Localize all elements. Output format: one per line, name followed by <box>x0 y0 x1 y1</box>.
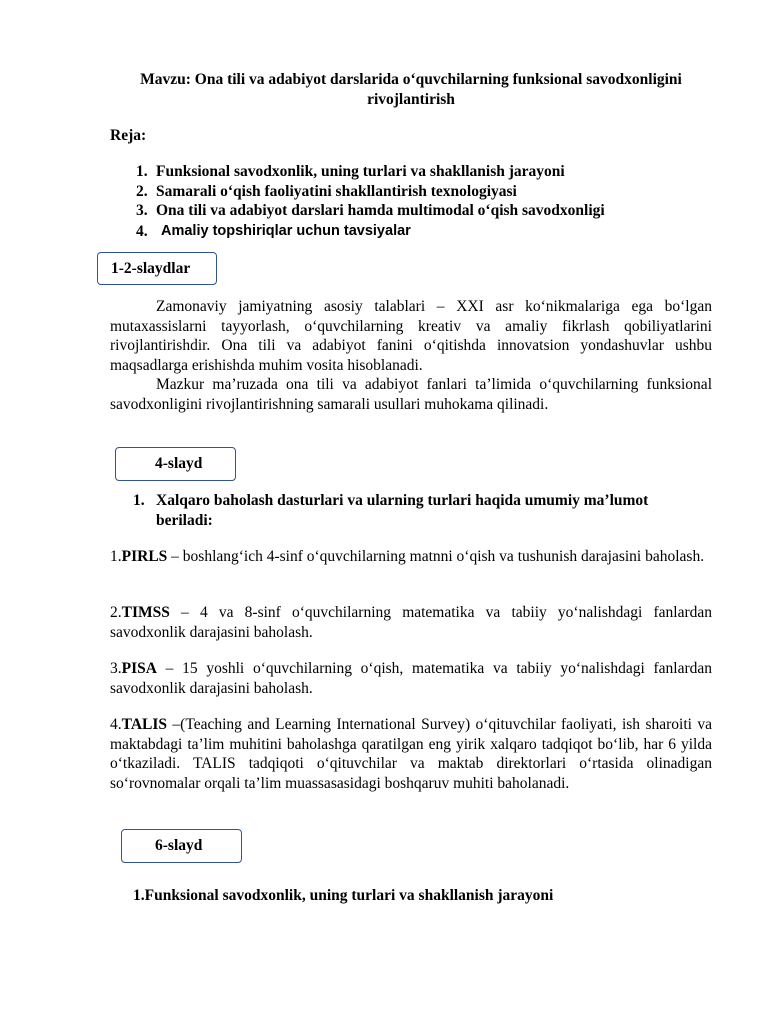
program-number: 1. <box>110 548 122 565</box>
program-item <box>110 547 712 567</box>
plan-item <box>110 182 712 202</box>
plan-item-number: 1. <box>136 163 148 180</box>
program-name: PISA <box>121 660 157 677</box>
slide-label: 1-2-slaydlar <box>111 259 191 277</box>
section-heading <box>133 491 673 530</box>
program-name: PIRLS <box>121 548 168 565</box>
intro-paragraph: Zamonaviy jamiyatning asosiy talablari – XXI asr ko‘nikmalariga ega bo‘lgan mutaxassislarni tayyorlash, o‘quvchilarning kreativ va amaliy fikrlash qobiliyatlarini rivojlantirishdir. Ona tili va adabiyot fanini o‘qitishda innovatsion yondashuvlar ushbu maqsadlarga erishishda muhim vosita hisoblanadi. <box>110 298 712 374</box>
plan-item-text: Samarali o‘qish faoliyatini shakllantirish texnologiyasi <box>156 182 517 200</box>
plan-item-number: 3. <box>136 202 148 219</box>
program-description: – 4 va 8-sinf o‘quvchilarning matematika va tabiiy yo‘nalishdagi fanlardan savodxonlik darajasini baholash. <box>110 604 712 641</box>
intro-paragraph: Mazkur ma’ruzada ona tili va adabiyot fanlari ta’limida o‘quvchilarning funksional savodxonligini rivojlantirishning samarali usullari muhokama qilinadi. <box>110 376 712 413</box>
plan-item-text: Amaliy topshiriqlar uchun tavsiyalar <box>161 222 411 239</box>
program-description: – 15 yoshli o‘quvchilarning o‘qish, matematika va tabiiy yo‘nalishdagi fanlardan savodxonlik darajasini baholash. <box>110 660 712 697</box>
plan-item <box>110 201 712 221</box>
program-description: – boshlang‘ich 4-sinf o‘quvchilarning matnni o‘qish va tushunish darajasini baholash. <box>167 548 705 565</box>
plan-item-text: Ona tili va adabiyot darslari hamda multimodal o‘qish savodxonligi <box>156 202 605 219</box>
plan-item-number: 4. <box>136 222 148 240</box>
program-item <box>110 659 712 698</box>
slide-label: 6-slayd <box>155 837 203 855</box>
plan-item <box>110 162 712 182</box>
slide-label-box <box>97 252 217 285</box>
plan-item-text: Funksional savodxonlik, uning turlari va shakllanish jarayoni <box>156 163 565 180</box>
plan-list <box>110 162 712 241</box>
section-text: Xalqaro baholash dasturlari va ularning turlari haqida umumiy ma’lumot beriladi: <box>156 492 649 529</box>
program-name: TALIS <box>121 716 167 733</box>
slide-label: 4-slayd <box>155 455 203 473</box>
document-title: Mavzu: Ona tili va adabiyot darslarida o‘quvchilarning funksional savodxonligini rivojlantirish <box>140 71 682 108</box>
slide-label-box <box>121 829 242 863</box>
plan-heading: Reja: <box>110 127 147 144</box>
program-name: TIMSS <box>121 604 170 621</box>
program-item <box>110 715 712 793</box>
section-heading: 1.Funksional savodxonlik, uning turlari va shakllanish jarayoni <box>133 887 554 904</box>
program-description: –(Teaching and Learning International Survey) o‘qituvchilar faoliyati, ish sharoiti va maktabdagi ta’lim muhitini baholashga qaratilgan eng yirik xalqaro tadqiqot bo‘lib, har 6 yilda o‘tkaziladi. TALIS tadqiqoti o‘qituvchilar va maktab direktorlari o‘rtasida olinadigan so‘rovnomalar orqali ta’lim muassasasidagi boshqaruv muhiti baholanadi. <box>110 716 712 792</box>
program-number: 2. <box>110 604 122 621</box>
program-number: 4. <box>110 716 122 733</box>
slide-label-box <box>115 447 236 481</box>
program-item <box>110 603 712 642</box>
plan-item-number: 2. <box>136 182 148 200</box>
section-number: 1. <box>133 492 145 509</box>
intro-section <box>110 297 712 414</box>
plan-item <box>110 222 712 242</box>
program-number: 3. <box>110 660 122 677</box>
